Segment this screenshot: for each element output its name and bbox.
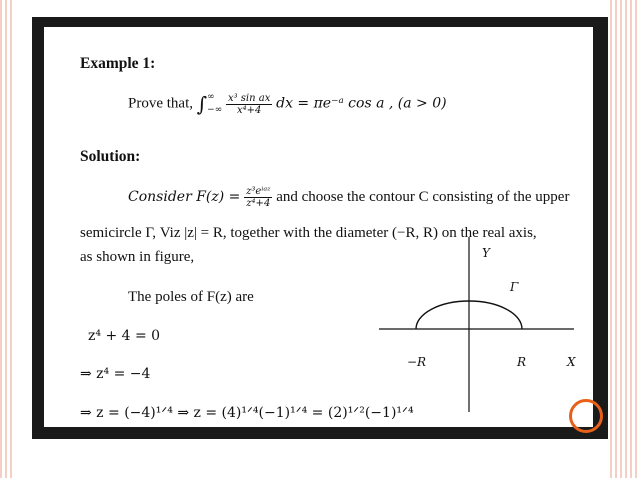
r-label: R [517,355,527,369]
poles-line: The poles of F(z) are [128,289,254,305]
equation-3: ⇒ z = (−4)¹ᐟ⁴ ⇒ z = (4)¹ᐟ⁴(−1)¹ᐟ⁴ = (2)¹ᐟ²(−1)¹ᐟ⁴ [80,405,414,421]
integral-lower-limit: −∞ [207,105,223,115]
orange-ring-decoration [569,399,603,433]
equation-2: ⇒ z⁴ = −4 [80,366,151,382]
equation-1: z⁴ + 4 = 0 [88,328,161,344]
y-axis-label: Y [482,246,490,260]
integral-result: dx = πe⁻ᵃ cos a , (a > 0) [276,95,447,112]
integral-sign: ∫ [196,92,208,116]
semicircle-line: semicircle Γ, Viz |z| = R, together with the diameter (−R, R) on the real axis, [80,225,537,241]
x-axis-label: X [567,355,576,369]
prove-prefix: Prove that, [128,95,193,112]
slide-frame [32,17,608,439]
example-title: Example 1: [80,55,156,72]
slide-content [44,27,593,427]
right-decorative-edge [610,0,638,478]
integral-upper-limit: ∞ [207,92,215,102]
neg-r-label: −R [407,355,427,369]
as-shown-line: as shown in figure, [80,249,195,265]
consider-suffix: and choose the contour C consisting of the upper [276,188,570,205]
gamma-label: Γ [510,280,519,294]
integrand-denominator: x⁴+4 [226,104,272,116]
integrand-numerator: x³ sin ax [227,92,271,104]
fz-numerator: z³eⁱᵃᶻ [246,186,271,197]
consider-prefix: Consider F(z) = [128,188,241,205]
solution-heading: Solution: [80,148,141,165]
fz-denominator: z⁴+4 [244,197,272,209]
left-decorative-edge [0,0,14,478]
contour-diagram [44,27,593,427]
